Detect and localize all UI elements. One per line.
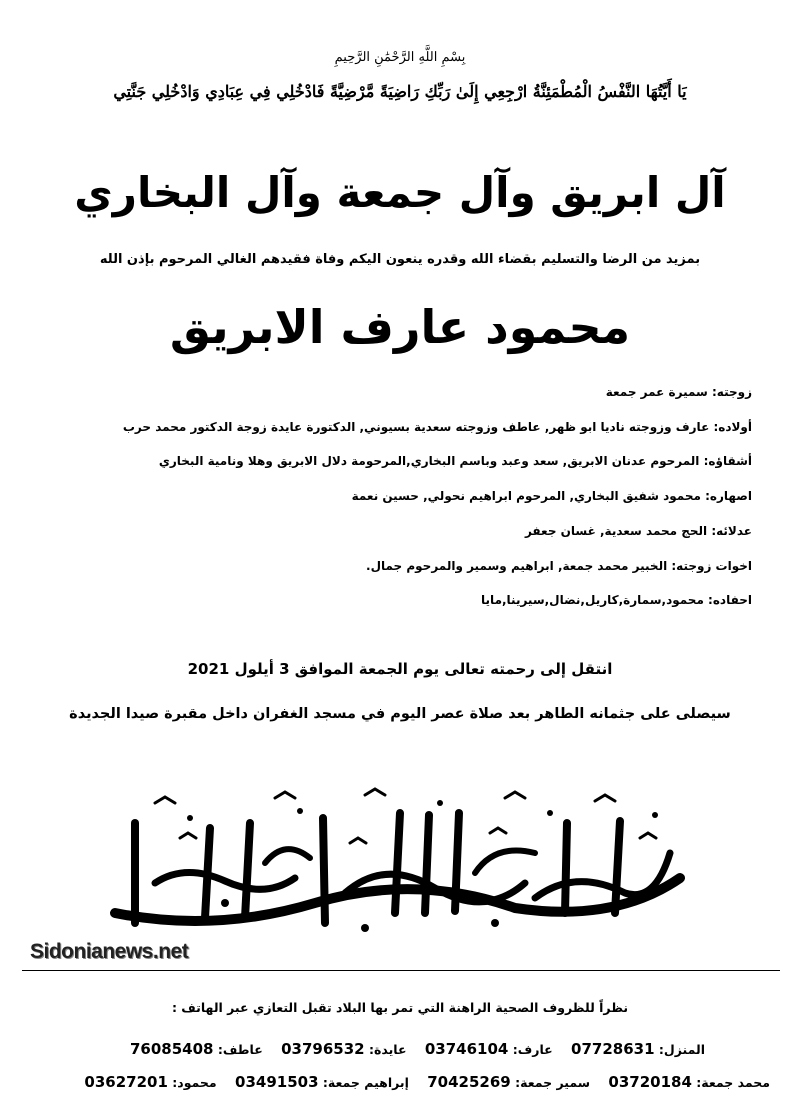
relatives-list	[32, 375, 752, 618]
relative-line-in-laws: اصهاره: محمود شفيق البخاري, المرحوم ابراهيم نحولي, حسين نعمة	[351, 489, 752, 504]
intro-text: بمزيد من الرضا والتسليم بقضاء الله وقدره ينعون اليكم وفاة فقيدهم الغالي المرحوم بإذن الله	[99, 252, 701, 267]
phone-number: 03627201	[84, 1073, 168, 1091]
phone-label: المنزل:	[658, 1042, 705, 1057]
phone-number: 07728631	[571, 1040, 655, 1058]
relative-line-grandchildren: احفاده: محمود,سمارة,كاريل,نضال,سيرينا,مايا	[481, 593, 752, 608]
phone-number: 03720184	[608, 1073, 692, 1091]
phone-label: سمير جمعة:	[515, 1075, 591, 1090]
phone-number: 03746104	[424, 1040, 509, 1058]
prayer-notice: سيصلى على جثمانه الطاهر بعد صلاة عصر اليوم في مسجد الغفران داخل مقبرة صيدا الجديدة	[69, 706, 731, 722]
phone-number: 76085408	[130, 1040, 214, 1058]
phones-row-2	[10, 1073, 770, 1091]
phone-label: إبراهيم جمعة:	[322, 1075, 409, 1090]
phone-number: 70425269	[427, 1073, 511, 1091]
phones-row-1	[45, 1040, 705, 1058]
quran-verse: يَا أَيَّتُهَا النَّفْسُ الْمُطْمَئِنَّةُ ارْجِعِي إِلَىٰ رَبِّكِ رَاضِيَةً مَّرْضِيَّةً فَادْخُلِي فِي عِبَادِي وَادْخُلِي جَنَّتِي	[113, 82, 687, 101]
watermark-text: Sidonianews.net	[30, 940, 189, 963]
condolence-notice: نظراً للظروف الصحية الراهنة التي تمر بها البلاد تقبل التعازي عبر الهاتف :	[171, 1000, 629, 1015]
relative-line-wife-siblings: اخوات زوجته: الخبير محمد جمعة, ابراهيم وسمير والمرحوم جمال.	[366, 558, 752, 573]
phone-label: عارف:	[512, 1042, 553, 1057]
phone-label: محمد جمعة:	[696, 1075, 770, 1090]
phone-label: عايدة:	[368, 1042, 407, 1057]
phone-label: عاطف:	[217, 1042, 263, 1057]
relative-line-children: أولاده: عارف وزوجته ناديا ابو ظهر, عاطف وزوجته سعدية بسيوني, الدكتورة عايدة زوجة الدكتور محمد حرب	[122, 419, 752, 434]
relative-line-adlaa: عدلائه: الحج محمد سعدية, غسان جعفر	[524, 523, 752, 538]
basmala: بِسْمِ اللَّهِ الرَّحْمَٰنِ الرَّحِيمِ	[334, 50, 466, 65]
relative-line-siblings: أشقاؤه: المرحوم عدنان الابريق, سعد وعبد وباسم البخاري,المرحومة دلال الابريق وهلا ونامية البخاري	[158, 454, 752, 469]
divider-line	[22, 970, 780, 971]
phone-number: 03796532	[281, 1040, 365, 1058]
death-notice: انتقل إلى رحمته تعالى يوم الجمعة الموافق 3 أيلول 2021	[187, 660, 613, 678]
relative-line-wife: زوجته: سميرة عمر جمعة	[605, 385, 752, 399]
phone-number: 03491503	[235, 1073, 319, 1091]
phone-label: محمود:	[172, 1075, 217, 1090]
deceased-name: محمود عارف الابريق	[169, 300, 631, 354]
calligraphy-image	[95, 783, 695, 933]
families-title: آل ابريق وآل جمعة وآل البخاري	[74, 168, 726, 217]
